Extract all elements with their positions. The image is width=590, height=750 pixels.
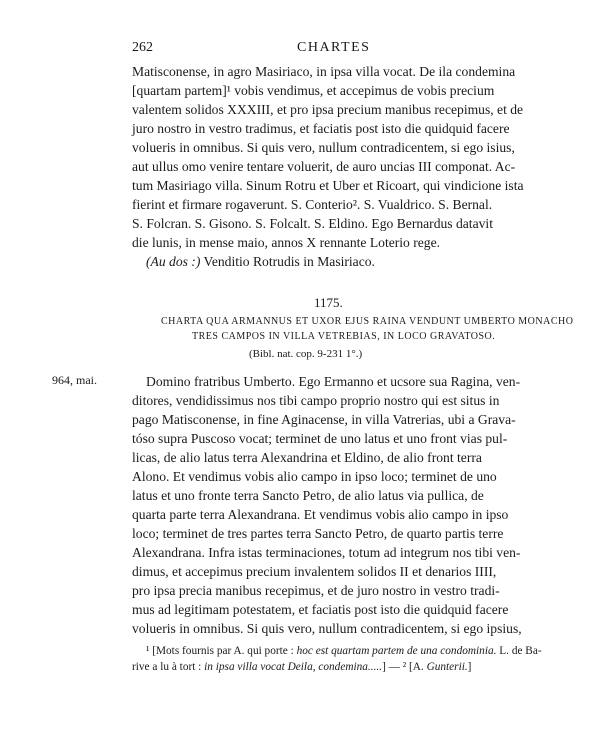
footnote-text: ] — ² [A.: [382, 661, 424, 673]
charter-number: 1175.: [314, 295, 343, 310]
text-line: Matisconense, in agro Masiriaco, in ipsa villa vocat. De ila condemina: [132, 64, 516, 79]
endorsement-line: [146, 252, 375, 271]
text-line: tóso supra Puscoso vocat; terminet de uno latus et uno front vias pul-: [132, 431, 508, 446]
text-line: pago Matisconense, in fine Aginacense, in villa Vatrerias, ubi a Grava-: [132, 412, 516, 427]
endorsement-text: Venditio Rotrudis in Masiriaco.: [203, 254, 375, 269]
text-line: juro nostro in vestro tradimus, et faciatis post isto die quidquid facere: [132, 121, 510, 136]
text-line: mus ad legitimam potestatem, et faciatis post isto die quidquid facere: [132, 602, 509, 617]
text-line: aut ullus omo venire tentare voluerit, de auro uncias III componat. Ac-: [132, 159, 516, 174]
text-line: fierint et firmare rogaverunt. S. Conterio². S. Vualdrico. S. Bernal.: [132, 197, 493, 212]
footnote-marker: ¹: [146, 645, 150, 657]
text-line: Alexandrana. Infra istas terminaciones, totum ad integrum nos tibi ven-: [132, 545, 521, 560]
endorsement-label: (Au dos :): [146, 254, 201, 269]
text-line: licas, de alio latus terra Alexandrina et Eldino, de alio front terra: [132, 450, 482, 465]
text-line: volueris in omnibus. Si quis vero, nullum contradicentem, si ego ipsius,: [132, 621, 522, 636]
page-number: 262: [132, 40, 153, 55]
text-line: dimus, et accepimus precium invalentem solidos II et denarios IIII,: [132, 564, 497, 579]
text-line: tum Masiriago villa. Sinum Rotru et Uber et Ricoart, qui vindicione ista: [132, 178, 524, 193]
footnote-text: ]: [467, 661, 472, 673]
text-line: ditores, vendidissimus nos tibi campo proprio nostro qui est situs in: [132, 393, 500, 408]
text-line: volueris in omnibus. Si quis vero, nullum contradicentem, si ego isius,: [132, 140, 515, 155]
text-line: loco; terminet de tres partes terra Sancto Petro, de quarto partis terre: [132, 526, 504, 541]
charter-heading-line: CHARTA QUA ARMANNUS ET UXOR EJUS RAINA VENDUNT UMBERTO MONACHO: [161, 316, 574, 327]
footnote-line: [132, 659, 471, 675]
footnote-quote: hoc est quartam partem de una condominia.: [296, 645, 497, 657]
text-line: S. Folcran. S. Gisono. S. Folcalt. S. Eldino. Ego Bernardus datavit: [132, 216, 493, 231]
text-line: Alono. Et vendimus vobis alio campo in ipso loco; terminet de uno: [132, 469, 497, 484]
footnote-text: L. de Ba-: [499, 645, 542, 657]
text-line: latus et uno fronte terra Sancto Petro, de alio latus via pullica, de: [132, 488, 484, 503]
footnote-quote: Gunterii.: [426, 661, 468, 673]
text-line: pro ipsa precia manibus recepimus, et de juro nostro in vestro tradi-: [132, 583, 500, 598]
footnote-text: [Mots fournis par A. qui porte :: [152, 645, 294, 657]
text-line: die lunis, in mense maio, annos X rennante Loterio rege.: [132, 235, 441, 250]
footnote-line: [146, 643, 542, 659]
margin-date: 964, mai.: [52, 373, 97, 387]
running-title: CHARTES: [297, 40, 371, 55]
charter-heading-line: TRES CAMPOS IN VILLA VETREBIAS, IN LOCO GRAVATOSO.: [192, 331, 496, 342]
text-line: quarta parte terra Alexandrana. Et vendimus vobis alio campo in ipso: [132, 507, 509, 522]
text-line: Domino fratribus Umberto. Ego Ermanno et ucsore sua Ragina, ven-: [146, 374, 521, 389]
charter-source: (Bibl. nat. cop. 9-231 1°.): [249, 348, 363, 360]
footnote-text: rive a lu à tort :: [132, 661, 202, 673]
text-line: valentem solidos XXXIII, et pro ipsa precium manibus recepimus, et de: [132, 102, 524, 117]
text-line: [quartam partem]¹ vobis vendimus, et accepimus de vobis precium: [132, 83, 495, 98]
footnote-quote: in ipsa villa vocat Deila, condemina.....: [204, 661, 383, 673]
